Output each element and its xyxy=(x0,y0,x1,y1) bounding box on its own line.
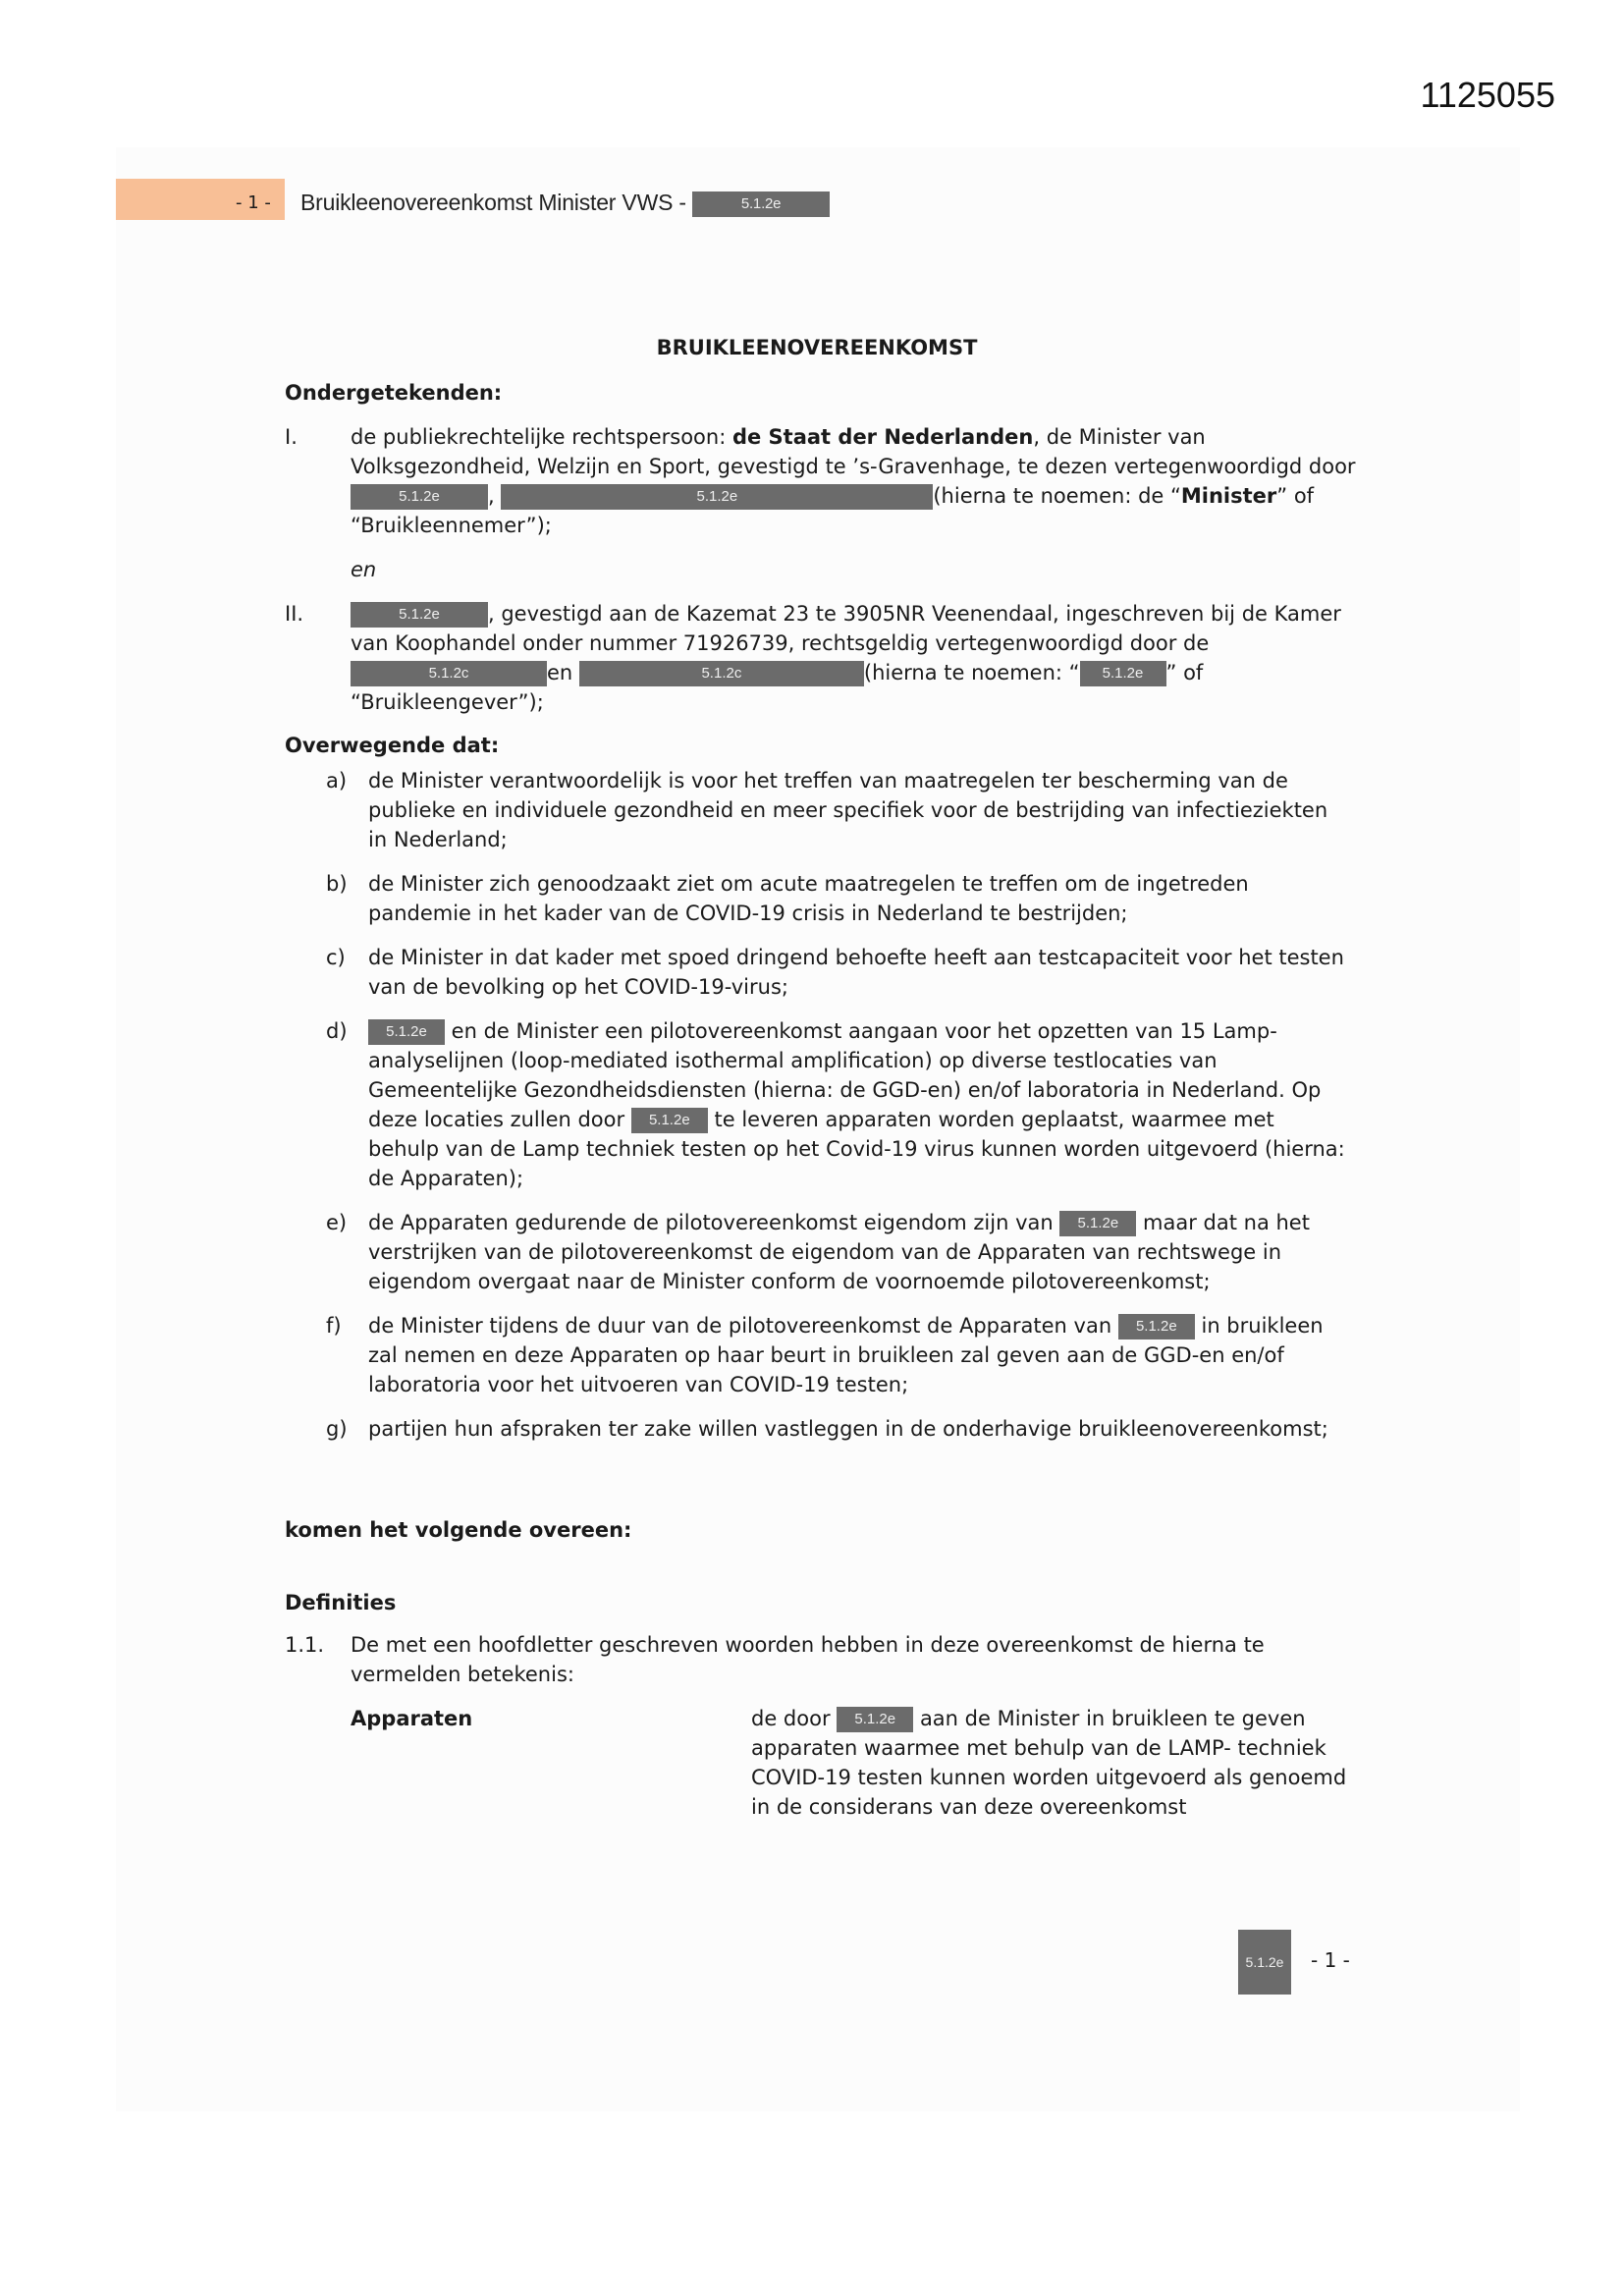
bold-text: de Staat der Nederlanden xyxy=(731,425,1034,449)
party-label: II. xyxy=(285,602,304,626)
text: , gevestigd aan de Kazemat 23 te 3905NR Veenendaal, ingeschreven bij de Kamer van Koophandel onder nummer 71926739, rechtsgeldig vertegenwoordigd door de xyxy=(351,602,1341,655)
redaction: 5.1.2c xyxy=(579,661,864,686)
party-2 xyxy=(351,599,1342,717)
footer-redaction: 5.1.2e xyxy=(1238,1930,1291,1995)
text: (hierna te noemen: “ xyxy=(863,661,1080,684)
redaction: 5.1.2e xyxy=(351,602,488,628)
text: ” of “Bruikleengever”); xyxy=(351,661,1204,714)
consideration-label: b) xyxy=(326,872,348,896)
redaction: 5.1.2e xyxy=(837,1707,913,1732)
heading-komen: komen het volgende overeen: xyxy=(285,1518,632,1542)
heading-overwegende: Overwegende dat: xyxy=(285,734,500,757)
consideration-f xyxy=(368,1311,1350,1399)
clause-1-1: De met een hoofdletter geschreven woorden hebben in deze overeenkomst de hierna te vermelden betekenis: xyxy=(351,1633,1265,1686)
definition-text xyxy=(751,1704,1350,1822)
redaction: 5.1.2e xyxy=(1080,661,1166,686)
consideration-g xyxy=(368,1414,1350,1444)
party-label: I. xyxy=(285,425,298,449)
bold-text: Minister xyxy=(1180,484,1277,508)
text: , xyxy=(488,484,502,508)
header-page-marker: - 1 - xyxy=(236,192,271,213)
redaction: 5.1.2e xyxy=(1118,1314,1195,1339)
text: de Minister verantwoordelijk is voor het treffen van maatregelen ter bescherming van de publieke en individuele gezondheid en meer specifiek voor de bestrijding van infectieziekten in Nederland; xyxy=(368,769,1328,851)
text: en xyxy=(547,661,579,684)
text: partijen hun afspraken ter zake willen vastleggen in de onderhavige bruikleenovereenkomst; xyxy=(368,1417,1328,1441)
text: (hierna te noemen: de “ xyxy=(933,484,1181,508)
text: aan de Minister in bruikleen te geven apparaten waarmee met behulp van de LAMP- techniek COVID-19 testen kunnen worden uitgevoerd als genoemd in de considerans van deze overeenkomst xyxy=(751,1707,1347,1819)
consideration-a xyxy=(368,766,1350,854)
consideration-label: a) xyxy=(326,769,348,793)
heading-ondergetekenden: Ondergetekenden: xyxy=(285,381,503,405)
consideration-e xyxy=(368,1208,1350,1296)
consideration-b xyxy=(368,869,1350,928)
consideration-label: d) xyxy=(326,1019,348,1043)
redaction: 5.1.2e xyxy=(631,1108,708,1133)
text: maar dat na het verstrijken van de pilotovereenkomst de eigendom van de Apparaten van rechtswege in eigendom overgaat naar de Minister conform de voornoemde pilotovereenkomst; xyxy=(368,1211,1310,1293)
header-title-text: Bruikleenovereenkomst Minister VWS - xyxy=(300,190,686,215)
redaction: 5.1.2e xyxy=(368,1019,445,1045)
consideration-label: g) xyxy=(326,1417,348,1441)
text: de Minister tijdens de duur van de pilotovereenkomst de Apparaten van xyxy=(368,1314,1118,1338)
text: de Minister in dat kader met spoed dringend behoefte heeft aan testcapaciteit voor het testen van de bevolking op het COVID-19-virus; xyxy=(368,946,1344,999)
document-title: BRUIKLEENOVEREENKOMST xyxy=(656,336,978,359)
text: de Apparaten gedurende de pilotovereenkomst eigendom zijn van xyxy=(368,1211,1060,1234)
redaction: 5.1.2c xyxy=(351,661,547,686)
text: de door xyxy=(751,1707,838,1730)
clause-label: 1.1. xyxy=(285,1633,325,1657)
header-title xyxy=(300,190,830,217)
redaction: 5.1.2e xyxy=(1059,1211,1136,1236)
consideration-d xyxy=(368,1016,1350,1193)
text: de publiekrechtelijke rechtspersoon: xyxy=(351,425,732,449)
consideration-c xyxy=(368,943,1350,1002)
consideration-label: c) xyxy=(326,946,346,969)
redaction: 5.1.2e xyxy=(351,484,488,510)
text: en de Minister een pilotovereenkomst aangaan voor het opzetten van 15 Lamp-analyselijnen (loop-mediated isothermal amplification) op diverse testlocaties van Gemeentelijke Gezondheidsdiensten (hierna: de GGD-en) en/of laboratoria in Nederland. Op deze locaties zullen door xyxy=(368,1019,1322,1131)
page-number: - 1 - xyxy=(1311,1948,1350,1972)
text: in bruikleen zal nemen en deze Apparaten op haar beurt in bruikleen zal geven aan de GGD-en en/of laboratoria voor het uitvoeren van COVID-19 testen; xyxy=(368,1314,1324,1396)
text: te leveren apparaten worden geplaatst, waarmee met behulp van de Lamp techniek testen op het Covid-19 virus kunnen worden uitgevoerd (hierna: de Apparaten); xyxy=(368,1108,1345,1190)
redaction: 5.1.2e xyxy=(501,484,933,510)
definition-term: Apparaten xyxy=(351,1707,473,1730)
document-number: 1125055 xyxy=(1420,75,1555,115)
consideration-label: f) xyxy=(326,1314,342,1338)
party-1 xyxy=(351,422,1362,540)
redaction: 5.1.2e xyxy=(692,191,830,217)
conjunction-en: en xyxy=(351,558,377,581)
text: de Minister zich genoodzaakt ziet om acute maatregelen te treffen om de ingetreden pandemie in het kader van de COVID-19 crisis in Nederland te bestrijden; xyxy=(368,872,1249,925)
text: ” of “Bruikleennemer”); xyxy=(351,484,1315,537)
consideration-label: e) xyxy=(326,1211,348,1234)
heading-definities: Definities xyxy=(285,1591,397,1614)
text: , de Minister van Volksgezondheid, Welzijn en Sport, gevestigd te ’s-Gravenhage, te dezen vertegenwoordigd door xyxy=(351,425,1356,478)
